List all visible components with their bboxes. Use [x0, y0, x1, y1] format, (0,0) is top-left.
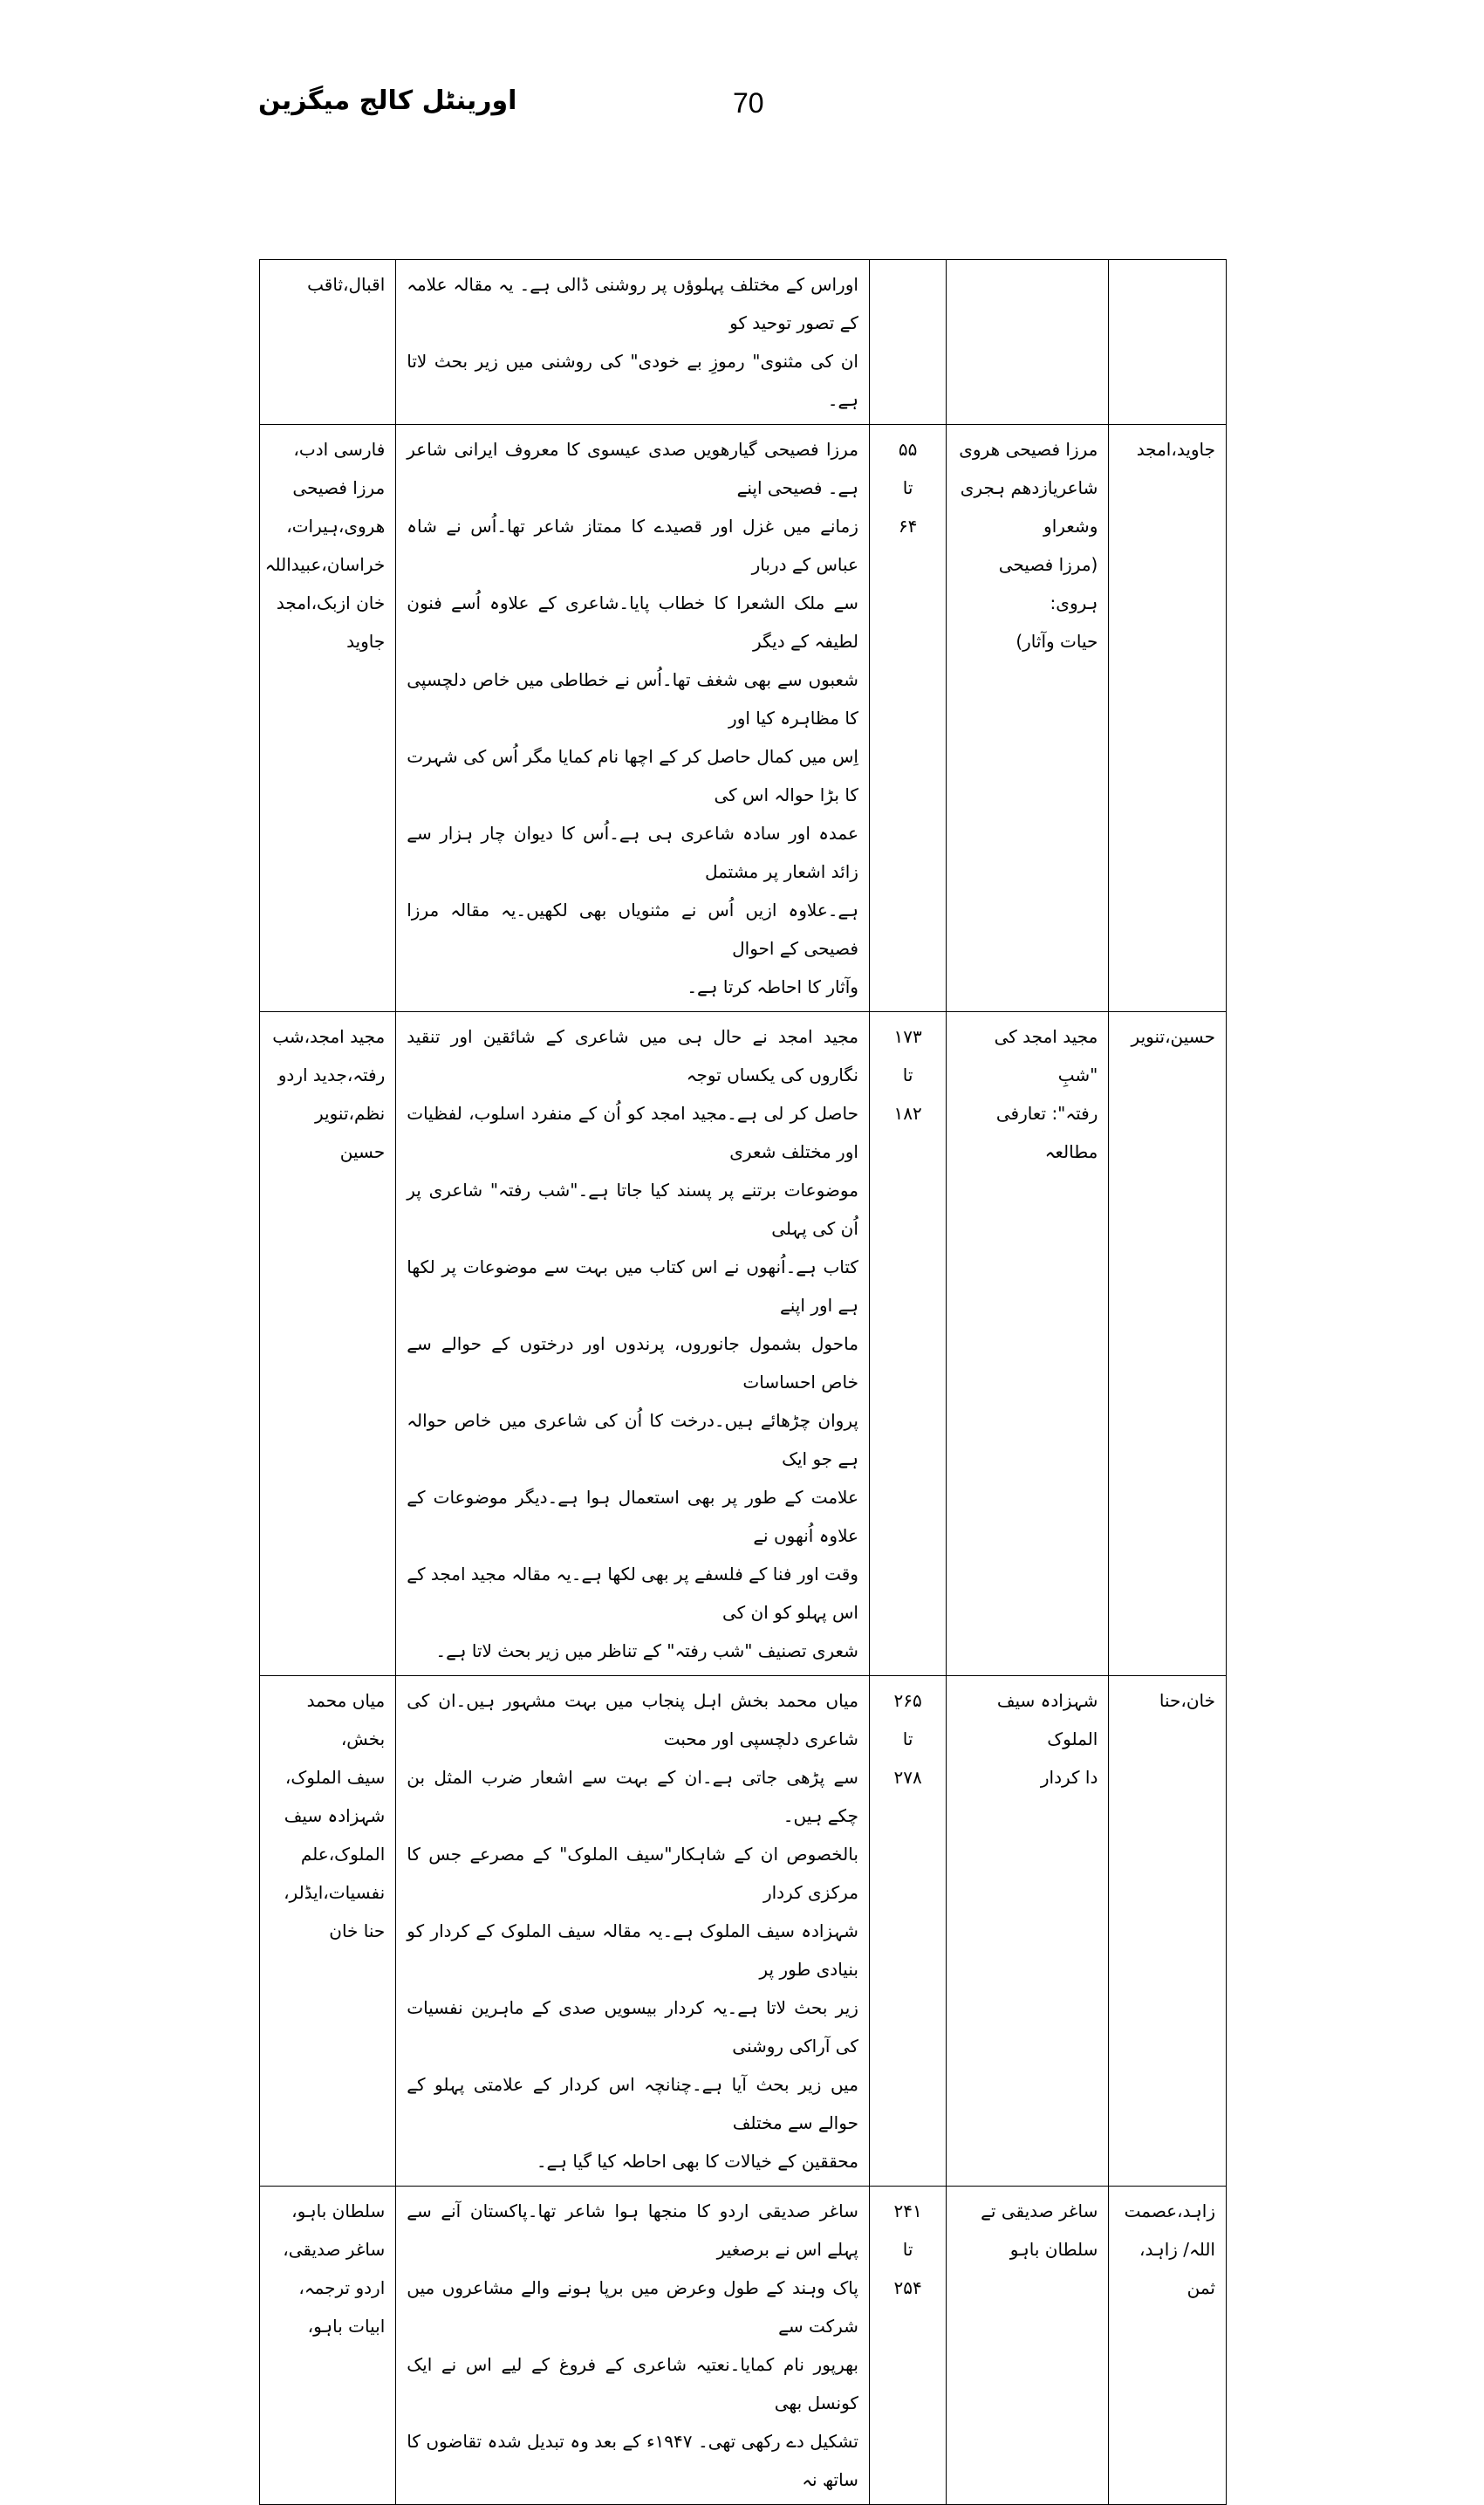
summary-line: ہے۔علاوہ ازیں اُس نے مثنویاں بھی لکھیں۔یہ مقالہ مرزا فصیحی کے احوال [407, 900, 858, 959]
summary-line: وقت اور فنا کے فلسفے پر بھی لکھا ہے۔یہ مقالہ مجید امجد کے اس پہلو کو ان کی [407, 1564, 858, 1623]
summary-line: میاں محمد بخش اہل پنجاب میں بہت مشہور ہیں۔ان کی شاعری دلچسپی اور محبت [407, 1690, 858, 1749]
summary-line: تشکیل دے رکھی تھی۔ ۱۹۴۷ء کے بعد وہ تبدیل شدہ تقاضوں کا ساتھ نہ [407, 2431, 858, 2490]
pages-cell [869, 2187, 946, 2505]
author-line: حسین،تنویر [1131, 1026, 1215, 1047]
author-cell [1109, 1012, 1227, 1676]
keywords-line: اردو ترجمہ، [298, 2277, 386, 2298]
keywords-line: مجید امجد،شب [272, 1026, 386, 1047]
summary-line: شعبوں سے بھی شغف تھا۔اُس نے خطاطی میں خاص دلچسپی کا مظاہرہ کیا اور [407, 669, 858, 729]
title-line: ساغر صدیقی تے [981, 2200, 1098, 2221]
keywords-line: ابیات باہو، [307, 2316, 386, 2337]
author-cell [1109, 2187, 1227, 2505]
keywords-line: جاوید [346, 631, 386, 652]
keywords-line: حنا خان [329, 1920, 386, 1941]
summary-cell [396, 260, 870, 425]
summary-line: میں زیر بحث آیا ہے۔چنانچہ اس کردار کے علامتی پہلو کے حوالے سے مختلف [407, 2074, 858, 2133]
title-line: مجید امجد کی "شبِ [994, 1026, 1098, 1085]
title-cell [947, 260, 1109, 425]
author-cell [1109, 1676, 1227, 2187]
summary-line: بالخصوص ان کے شاہکار"سیف الملوک" کے مصرعے جس کا مرکزی کردار [407, 1844, 858, 1903]
summary-line: سے ملک الشعرا کا خطاب پایا۔شاعری کے علاوہ اُسے فنون لطیفہ کے دیگر [407, 592, 858, 652]
keywords-line: میاں محمد بخش، [306, 1690, 386, 1749]
summary-line: موضوعات برتنے پر پسند کیا جاتا ہے۔"شب رفتہ" شاعری پر اُن کی پہلی [407, 1180, 858, 1239]
summary-line: بھرپور نام کمایا۔نعتیہ شاعری کے فروغ کے لیے اس نے ایک کونسل بھی [407, 2354, 858, 2413]
pages-line: ۲۶۵ [893, 1690, 922, 1711]
pages-cell [869, 1676, 946, 2187]
summary-line: کتاب ہے۔اُنھوں نے اس کتاب میں بہت سے موضوعات پر لکھا ہے اور اپنے [407, 1256, 858, 1316]
keywords-line: مرزا فصیحی [292, 477, 386, 498]
keywords-line: فارسی ادب، [293, 439, 386, 460]
summary-cell [396, 1012, 870, 1676]
keywords-line: الملوک،علم [300, 1844, 386, 1865]
title-line: (مرزا فصیحی ہروی: [998, 554, 1098, 613]
journal-title: اورینٹل کالج میگزین [258, 86, 517, 116]
table-row [260, 1676, 1227, 2187]
title-line: وشعراو [1043, 516, 1098, 537]
keywords-cell [260, 1676, 396, 2187]
summary-line: زمانے میں غزل اور قصیدے کا ممتاز شاعر تھا۔اُس نے شاہ عباس کے دربار [407, 516, 858, 575]
table-row [260, 1012, 1227, 1676]
pages-cell [869, 260, 946, 425]
pages-line: تا [902, 1728, 913, 1749]
pages-line: تا [902, 477, 913, 498]
keywords-line: خان ازبک،امجد [276, 592, 386, 613]
keywords-line: خراسان،عبیداللہ [264, 554, 386, 575]
summary-line: حاصل کر لی ہے۔مجید امجد کو اُن کے منفرد اسلوب، لفظیات اور مختلف شعری [407, 1103, 858, 1162]
keywords-line: اقبال،ثاقب [307, 274, 386, 295]
page-number: 70 [733, 87, 764, 119]
pages-line: تا [902, 2239, 913, 2260]
summary-line: ساغر صدیقی اردو کا منجھا ہوا شاعر تھا۔پاکستان آنے سے پہلے اس نے برصغیر [407, 2200, 858, 2260]
summary-line: شہزادہ سیف الملوک ہے۔یہ مقالہ سیف الملوک کے کردار کو بنیادی طور پر [407, 1920, 858, 1980]
keywords-line: نظم،تنویر حسین [314, 1103, 386, 1162]
article-index-table [259, 259, 1227, 2505]
summary-cell [396, 2187, 870, 2505]
summary-line: شعری تصنیف "شب رفتہ" کے تناظر میں زیر بحث لاتا ہے۔ [435, 1640, 858, 1661]
table-body [260, 260, 1227, 2505]
summary-line: علامت کے طور پر بھی استعمال ہوا ہے۔دیگر موضوعات کے علاوہ اُنھوں نے [407, 1487, 858, 1546]
title-line: حیات وآثار) [1016, 631, 1098, 652]
pages-line: ۲۵۴ [893, 2277, 922, 2298]
summary-cell [396, 1676, 870, 2187]
table-row [260, 260, 1227, 425]
summary-line: وآثار کا احاطہ کرتا ہے۔ [687, 976, 858, 997]
pages-line: ۲۷۸ [893, 1767, 922, 1788]
pages-line: ۶۴ [898, 516, 918, 537]
author-line: جاوید،امجد [1136, 439, 1215, 460]
title-line: مرزا فصیحی ھروی [959, 439, 1098, 460]
title-cell [947, 1676, 1109, 2187]
title-cell [947, 425, 1109, 1012]
keywords-line: سلطان باہو، [291, 2200, 386, 2221]
keywords-line: سیف الملوک، [284, 1767, 386, 1788]
summary-line: مرزا فصیحی گیارھویں صدی عیسوی کا معروف ایرانی شاعر ہے۔ فصیحی اپنے [407, 439, 858, 498]
summary-line: اوراس کے مختلف پہلوؤں پر روشنی ڈالی ہے۔ یہ مقالہ علامہ کے تصور توحید کو [407, 274, 858, 333]
keywords-line: نفسیات،ایڈلر، [284, 1882, 386, 1903]
pages-cell [869, 425, 946, 1012]
keywords-cell [260, 2187, 396, 2505]
author-line: زاہد،عصمت [1124, 2200, 1215, 2221]
summary-line: زیر بحث لاتا ہے۔یہ کردار بیسویں صدی کے ماہرین نفسیات کی آراکی روشنی [407, 1997, 858, 2057]
pages-line: تا [902, 1064, 913, 1085]
keywords-cell [260, 1012, 396, 1676]
table-row [260, 425, 1227, 1012]
title-line: رفتہ": تعارفی مطالعہ [995, 1103, 1098, 1162]
summary-line: اِس میں کمال حاصل کر کے اچھا نام کمایا مگر اُس کی شہرت کا بڑا حوالہ اس کی [407, 746, 858, 805]
summary-line: پروان چڑھائے ہیں۔درخت کا اُن کی شاعری میں خاص حوالہ ہے جو ایک [407, 1410, 858, 1469]
title-line: سلطان باہو [1009, 2239, 1098, 2260]
pages-cell [869, 1012, 946, 1676]
keywords-line: رفتہ،جدید اردو [277, 1064, 386, 1085]
author-line: اللہ/ زاہد، ثمن [1139, 2239, 1215, 2298]
title-cell [947, 1012, 1109, 1676]
author-cell [1109, 260, 1227, 425]
table-row [260, 2187, 1227, 2505]
keywords-cell [260, 425, 396, 1012]
keywords-line: ھروی،ہیرات، [286, 516, 386, 537]
pages-line: ۱۸۲ [893, 1103, 922, 1124]
author-line: خان،حنا [1159, 1690, 1215, 1711]
keywords-cell [260, 260, 396, 425]
title-cell [947, 2187, 1109, 2505]
title-line: شہزادہ سیف الملوک [996, 1690, 1098, 1749]
pages-line: ۵۵ [898, 439, 918, 460]
pages-line: ۱۷۳ [893, 1026, 922, 1047]
summary-cell [396, 425, 870, 1012]
summary-line: عمدہ اور سادہ شاعری ہی ہے۔اُس کا دیوان چار ہزار سے زائد اشعار پر مشتمل [407, 823, 858, 882]
keywords-line: ساغر صدیقی، [283, 2239, 386, 2260]
summary-line: مجید امجد نے حال ہی میں شاعری کے شائقین اور تنقید نگاروں کی یکساں توجہ [407, 1026, 858, 1085]
summary-line: سے پڑھی جاتی ہے۔ان کے بہت سے اشعار ضرب المثل بن چکے ہیں۔ [407, 1767, 858, 1826]
summary-line: ماحول بشمول جانوروں، پرندوں اور درختوں کے حوالے سے خاص احساسات [407, 1333, 858, 1393]
pages-line: ۲۴۱ [893, 2200, 922, 2221]
summary-line: محققین کے خیالات کا بھی احاطہ کیا گیا ہے۔ [536, 2151, 858, 2172]
title-line: دا کردار [1040, 1767, 1098, 1788]
author-cell [1109, 425, 1227, 1012]
summary-line: ان کی مثنوی" رموزِ بے خودی" کی روشنی میں زیر بحث لاتا ہے۔ [407, 351, 858, 410]
keywords-line: شہزادہ سیف [284, 1805, 386, 1826]
title-line: شاعریازدھم ہجری [960, 477, 1098, 498]
summary-line: پاک وہند کے طول وعرض میں برپا ہونے والے مشاعروں میں شرکت سے [407, 2277, 858, 2337]
